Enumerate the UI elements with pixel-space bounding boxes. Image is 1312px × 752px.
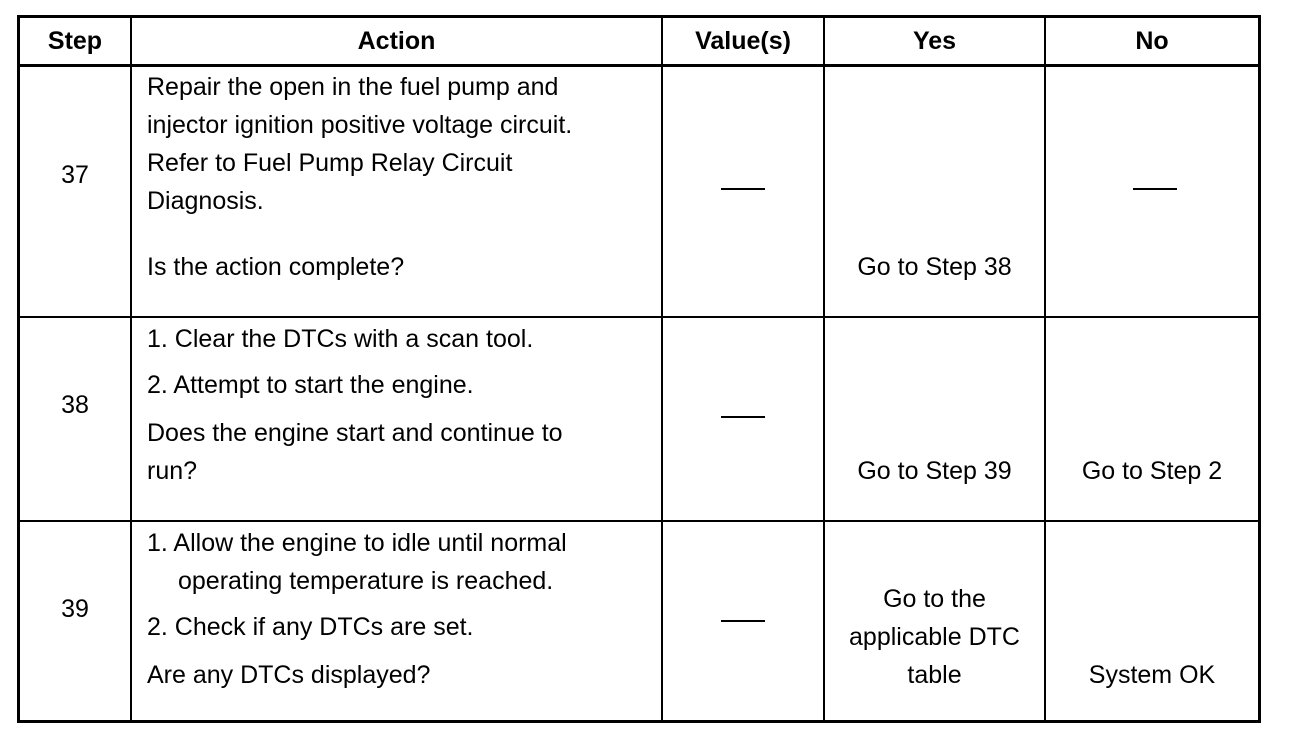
action-line: 2. Attempt to start the engine. bbox=[147, 371, 474, 399]
action-line: 1. Allow the engine to idle until normal bbox=[147, 529, 567, 557]
column-divider bbox=[130, 18, 132, 720]
action-question: Is the action complete? bbox=[147, 253, 405, 281]
action-line: Diagnosis. bbox=[147, 187, 264, 215]
header-values: Value(s) bbox=[695, 27, 791, 55]
no-dash bbox=[1133, 188, 1177, 190]
action-line: 1. Clear the DTCs with a scan tool. bbox=[147, 325, 534, 353]
row-divider bbox=[20, 520, 1258, 522]
yes-result bbox=[825, 580, 1044, 694]
question-line: Does the engine start and continue to bbox=[147, 419, 563, 447]
yes-line: table bbox=[907, 661, 962, 689]
action-question bbox=[147, 414, 652, 490]
action-text bbox=[147, 524, 652, 646]
header-no: No bbox=[1135, 27, 1169, 55]
header-step: Step bbox=[47, 27, 103, 55]
value-dash bbox=[721, 416, 765, 418]
value-dash bbox=[721, 188, 765, 190]
yes-line: applicable DTC bbox=[849, 623, 1020, 651]
diagnostic-table bbox=[17, 15, 1261, 723]
action-line: Refer to Fuel Pump Relay Circuit bbox=[147, 149, 513, 177]
yes-result: Go to Step 39 bbox=[857, 457, 1012, 485]
action-line: 2. Check if any DTCs are set. bbox=[147, 613, 474, 641]
yes-line: Go to the bbox=[883, 585, 986, 613]
action-text bbox=[147, 68, 652, 220]
question-line: run? bbox=[147, 457, 198, 485]
row-divider bbox=[20, 316, 1258, 318]
no-result: System OK bbox=[1088, 661, 1216, 689]
yes-result: Go to Step 38 bbox=[857, 253, 1012, 281]
header-yes: Yes bbox=[912, 27, 957, 55]
action-question: Are any DTCs displayed? bbox=[147, 661, 431, 689]
step-number: 37 bbox=[61, 161, 89, 189]
column-divider bbox=[1044, 18, 1046, 720]
action-line: operating temperature is reached. bbox=[178, 567, 554, 595]
column-divider bbox=[661, 18, 663, 720]
action-text bbox=[147, 320, 652, 404]
step-number: 38 bbox=[61, 391, 89, 419]
row-divider bbox=[20, 64, 1258, 67]
header-action: Action bbox=[357, 27, 436, 55]
step-number: 39 bbox=[61, 595, 89, 623]
value-dash bbox=[721, 620, 765, 622]
action-line: injector ignition positive voltage circuit. bbox=[147, 111, 573, 139]
no-result: Go to Step 2 bbox=[1081, 457, 1223, 485]
action-line: Repair the open in the fuel pump and bbox=[147, 73, 559, 101]
